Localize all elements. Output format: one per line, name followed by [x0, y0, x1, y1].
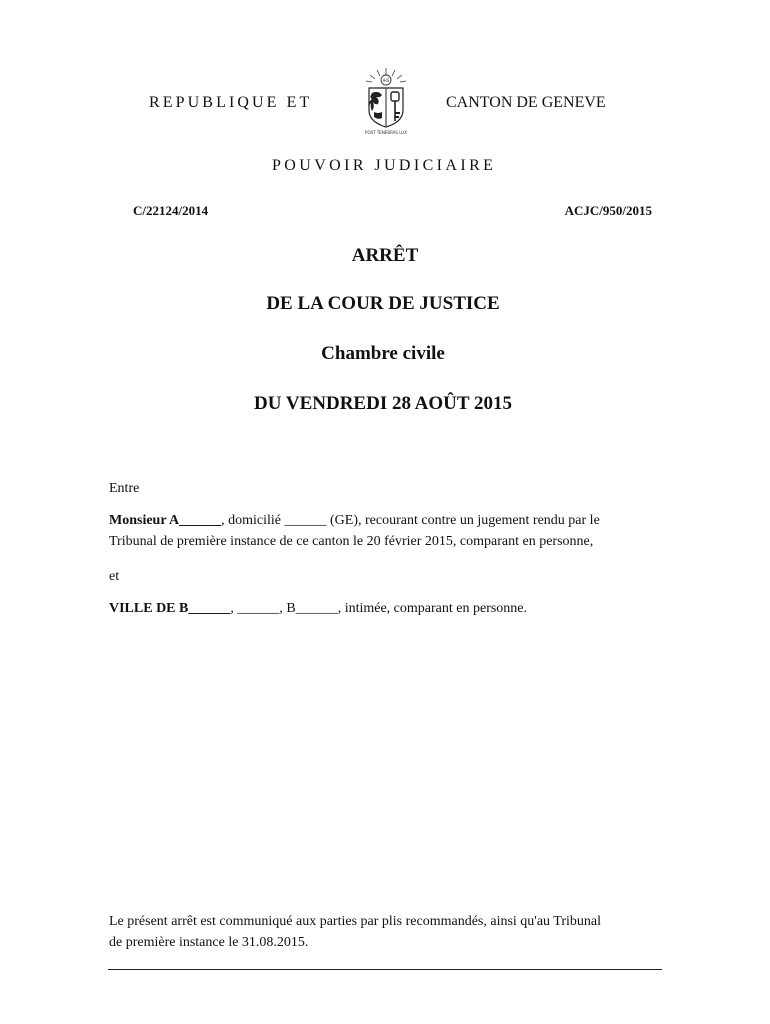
decision-number: ACJC/950/2015	[564, 203, 652, 218]
between-label: Entre	[109, 481, 140, 496]
geneva-coat-of-arms-icon	[360, 66, 412, 136]
party-2-text: , ______, B______, intimée, comparant en personne.	[230, 601, 528, 616]
header-subtitle: POUVOIR JUDICIAIRE	[272, 157, 497, 174]
footer-line-2: de première instance le 31.08.2015.	[109, 935, 309, 950]
title-date: DU VENDREDI 28 AOÛT 2015	[254, 393, 512, 414]
party-1	[109, 510, 600, 552]
svg-text:IHS: IHS	[382, 78, 390, 83]
footer-line-1: Le présent arrêt est communiqué aux parties par plis recommandés, ainsi qu'au Tribunal	[109, 914, 602, 929]
title-chamber: Chambre civile	[321, 343, 445, 364]
header-right: CANTON DE GENEVE	[446, 94, 606, 111]
party-1-line-1	[109, 510, 600, 531]
party-1-text-line-2: Tribunal de première instance de ce canton le 20 février 2015, comparant en personne,	[109, 534, 594, 549]
header-left: REPUBLIQUE ET	[149, 94, 313, 111]
case-number: C/22124/2014	[133, 203, 209, 218]
party-1-text-line-1: , domicilié ______ (GE), recourant contre un jugement rendu par le	[221, 513, 600, 528]
title-court: DE LA COUR DE JUSTICE	[266, 293, 500, 314]
title-arret: ARRÊT	[351, 245, 419, 266]
party-2-name: VILLE DE B______	[109, 601, 231, 616]
crest-caption: POST TENEBRAS LUX	[365, 130, 407, 135]
and-label: et	[109, 569, 120, 584]
party-1-name: Monsieur A______	[109, 513, 222, 528]
footer-rule	[108, 969, 662, 970]
footer-note	[109, 911, 601, 953]
party-2	[109, 598, 527, 619]
